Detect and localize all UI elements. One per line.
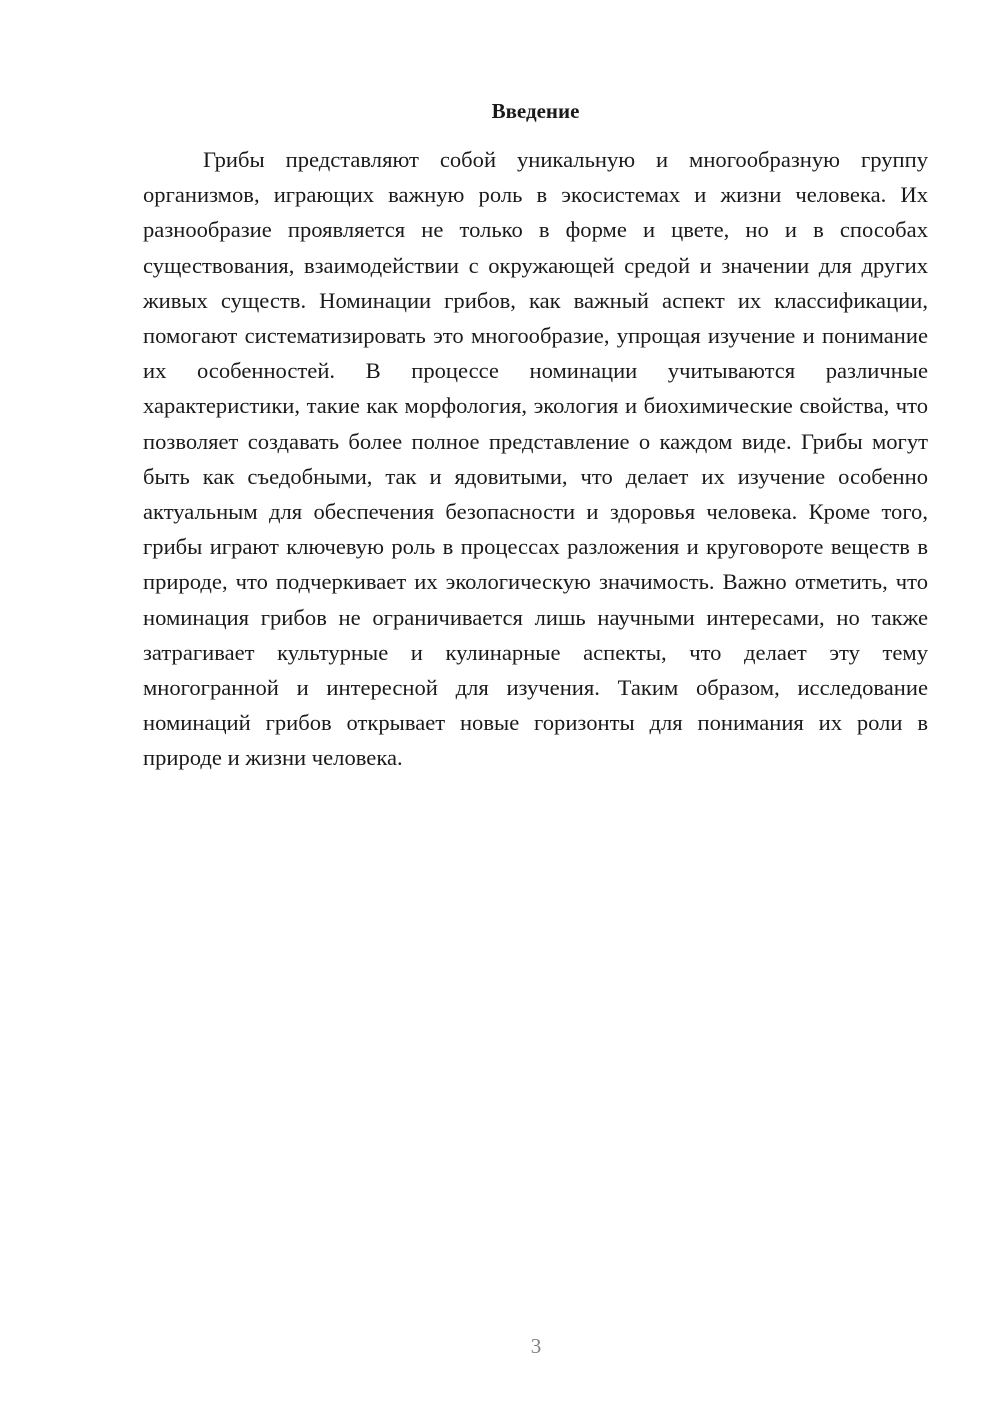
section-heading: Введение (491, 99, 580, 123)
body-paragraph: Грибы представляют собой уникальную и многообразную группу организмов, играющих важную роль в экосистемах и жизни человека. Их разнообразие проявляется не только в форме и цвете, но и в способах существования, взаимодействии с окружающей средой и значении для других живых существ. Номинации грибов, как важный аспект их классификации, помогают систематизировать это многообразие, упрощая изучение и понимание их особенностей. В процессе номинации учитываются различные характеристики, такие как морфология, экология и биохимические свойства, что позволяет создавать более полное представление о каждом виде. Грибы могут быть как съедобными, так и ядовитыми, что делает их изучение особенно актуальным для обеспечения безопасности и здоровья человека. Кроме того, грибы играют ключевую роль в процессах разложения и круговороте веществ в природе, что подчеркивает их экологическую значимость. Важно отметить, что номинация грибов не ограничивается лишь научными интересами, но также затрагивает культурные и кулинарные аспекты, что делает эту тему многогранной и интересной для изучения. Таким образом, исследование номинаций грибов открывает новые горизонты для понимания их роли в природе и жизни человека. (143, 147, 928, 771)
page-number: 3 (530, 1334, 542, 1358)
